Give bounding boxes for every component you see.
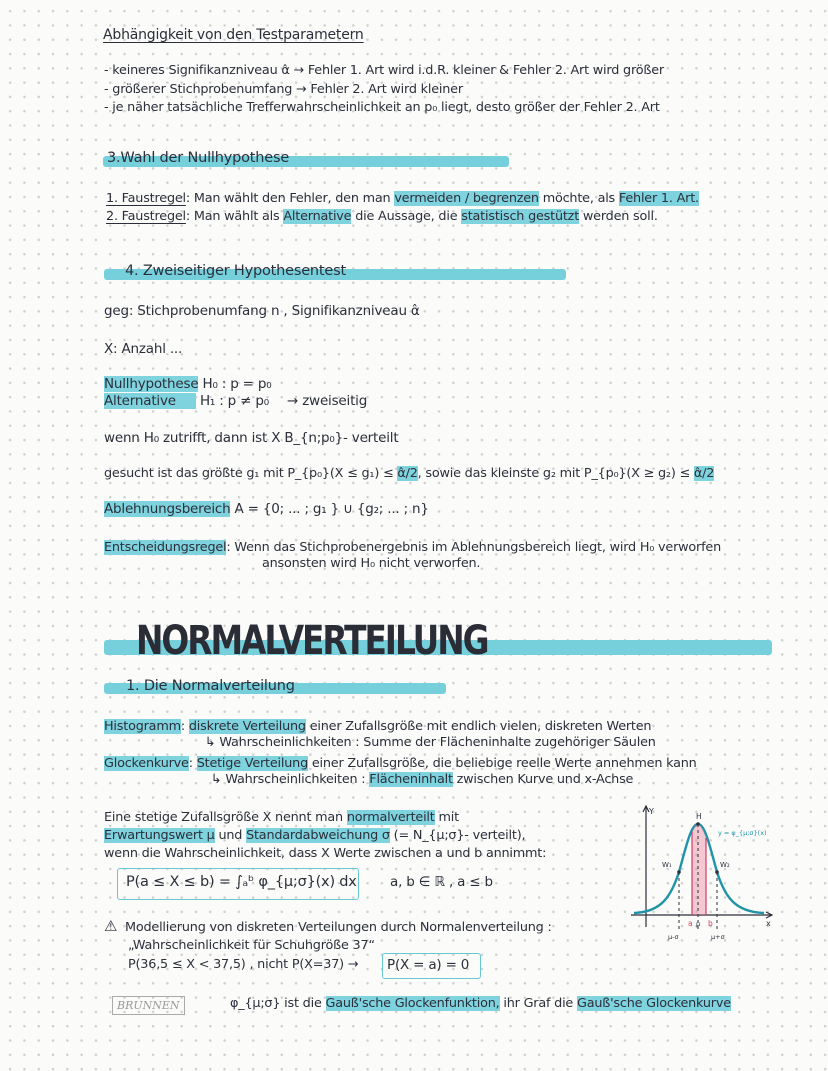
null-hypothesis-row — [104, 376, 271, 392]
probability-area — [692, 824, 706, 915]
curve-label: y = φ_{μ;σ}(x) — [718, 829, 767, 837]
faustregel-1-text-b: möchte, als — [538, 191, 619, 206]
sought-text-b: , sowie das kleinste g₂ mit P_{p₀}(X ≥ g₂) ≤ — [417, 466, 694, 481]
faustregel-2-text-a: : Man wählt als — [185, 209, 284, 224]
footer-keyword-2: Gauß'sche Glockenkurve — [576, 996, 731, 1011]
bell-curve-graph — [626, 802, 776, 952]
rejection-set: A = {0; ... ; g₁ } ∪ {g₂; ... ; n} — [234, 501, 429, 517]
section-heading-dependence: Abhängigkeit von den Testparametern — [103, 27, 364, 43]
bellcurve-line — [104, 756, 697, 771]
definition-2-keyword-2: Standardabweichung σ — [246, 828, 390, 843]
bellcurve-line-2-b: zwischen Kurve und x-Achse — [452, 772, 634, 787]
definition-2-keyword-1: Erwartungswert μ — [104, 828, 215, 843]
bellcurve-line-2-keyword: Flächeninhalt — [369, 772, 453, 787]
normal-subheading: 1. Die Normalverteilung — [126, 678, 295, 694]
inflection-point-1 — [677, 870, 681, 874]
definition-1-text: Eine stetige Zufallsgröße X nennt man — [104, 810, 347, 825]
dependence-line-3: - je näher tatsächliche Trefferwahrscheinlichkeit an p₀ liegt, desto größer der Fehler 2. Art — [104, 100, 660, 115]
bellcurve-keyword: Stetige Verteilung — [196, 756, 308, 771]
bellcurve-line-2 — [211, 772, 633, 787]
alternative-label: Alternative — [104, 393, 196, 409]
histogram-sep: : — [180, 719, 189, 734]
faustregel-2-keyword-2: statistisch gestützt — [461, 209, 580, 224]
faustregel-1-keyword: vermeiden / begrenzen — [394, 191, 539, 206]
y-label: Y — [649, 807, 654, 816]
section3-heading: 3.Wahl der Nullhypothese — [107, 150, 290, 166]
histogram-line-2: ↳ Wahrscheinlichkeiten : Summe der Flächeninhalte zugehöriger Säulen — [205, 735, 656, 750]
two-sided-note: → zweiseitig — [287, 393, 368, 409]
a-label: a — [688, 919, 693, 928]
faustregel-1-keyword-2: Fehler 1. Art. — [618, 191, 699, 206]
faustregel-1 — [106, 191, 699, 206]
warning-text: Modellierung von diskreten Verteilungen durch Normalenverteilung : — [125, 920, 552, 935]
faustregel-1-text-a: : Man wählt den Fehler, den man — [185, 191, 395, 206]
definition-2-tail: (= N_{μ;σ}- verteilt), — [389, 828, 526, 843]
histogram-text: einer Zufallsgröße mit endlich vielen, diskreten Werten — [305, 719, 652, 734]
page-title: NORMALVERTEILUNG — [136, 618, 488, 664]
warning-icon: ⚠ — [104, 917, 118, 935]
max-label: H — [696, 812, 702, 821]
definition-1-tail: mit — [434, 810, 459, 825]
inflection-point-2 — [715, 870, 719, 874]
bellcurve-label: Glockenkurve — [104, 756, 189, 771]
footer-text-b: ihr Graf die — [499, 996, 577, 1011]
dependence-line-1: - keineres Signifikanzniveau α̂ → Fehler 1. Art wird i.d.R. kleiner & Fehler 2. Art wird größer — [104, 63, 664, 78]
faustregel-1-label: 1. Faustregel — [106, 191, 186, 206]
bellcurve-line-2-a: ↳ Wahrscheinlichkeiten : — [211, 772, 370, 787]
faustregel-2-text-b: die Aussage, die — [351, 209, 462, 224]
definition-2-and: und — [214, 828, 247, 843]
warning-formula: P(36,5 ≤ X < 37,5) , nicht P(X=37) → — [128, 957, 359, 972]
faustregel-2-text-c: werden soll. — [579, 209, 658, 224]
decision-label: Entscheidungsregel — [104, 540, 227, 555]
x-label: x — [766, 919, 771, 928]
x-definition: X: Anzahl ... — [104, 341, 183, 357]
distribution-line: wenn H₀ zutrifft, dann ist X B_{n;p₀}- verteilt — [104, 430, 399, 446]
mu-plus-sigma-label: μ+σ — [711, 933, 725, 941]
w1-label: W₁ — [662, 861, 672, 869]
rejection-row — [104, 501, 429, 517]
null-hypothesis-label: Nullhypothese — [104, 376, 199, 392]
max-point — [696, 822, 700, 826]
decision-text-1: : Wenn das Stichprobenergebnis im Ablehnungsbereich liegt, wird H₀ verworfen — [226, 540, 721, 555]
faustregel-2 — [106, 209, 658, 224]
formula: P(a ≤ X ≤ b) = ∫ₐᵇ φ_{μ;σ}(x) dx — [126, 874, 357, 890]
faustregel-2-keyword: Alternative — [283, 209, 352, 224]
b-label: b — [708, 919, 713, 928]
dependence-line-2: - größerer Stichprobenumfang → Fehler 2. Art wird kleiner — [104, 82, 463, 97]
warning-result: P(X = a) = 0 — [387, 957, 470, 973]
alternative-hypothesis: H₁ : p ≠ p₀ — [199, 393, 269, 409]
alternative-row — [104, 393, 367, 409]
sought-line — [104, 466, 714, 481]
section4-heading: 4. Zweiseitiger Hypothesentest — [125, 263, 346, 279]
mu-minus-sigma-label: μ-σ — [668, 933, 679, 941]
bellcurve-text: einer Zufallsgröße, die beliebige reelle Werte annehmen kann — [308, 756, 697, 771]
footer-keyword-1: Gauß'sche Glockenfunktion, — [325, 996, 500, 1011]
footer-phi: φ_{μ;σ} — [230, 996, 281, 1011]
formula-condition: a, b ∈ ℝ , a ≤ b — [390, 874, 493, 890]
definition-1-keyword: normalverteilt — [346, 810, 435, 825]
bellcurve-sep: : — [188, 756, 197, 771]
rejection-label: Ablehnungsbereich — [104, 501, 231, 517]
warning-example: „Wahrscheinlichkeit für Schuhgröße 37“ — [128, 938, 375, 953]
decision-text-2: ansonsten wird H₀ nicht verworfen. — [262, 556, 481, 571]
sought-fraction-2: α̂/2 — [693, 466, 715, 481]
faustregel-2-label: 2. Faustregel — [106, 209, 186, 224]
histogram-line — [104, 719, 651, 734]
definition-line-1 — [104, 810, 459, 825]
histogram-label: Histogramm — [104, 719, 181, 734]
given-line: geg: Stichprobenumfang n , Signifikanzniveau α̂ — [104, 303, 420, 319]
sought-text-a: gesucht ist das größte g₁ mit P_{p₀}(X ≤ g₁) ≤ — [104, 466, 398, 481]
definition-line-2 — [104, 828, 525, 843]
sought-fraction-1: α̂/2 — [397, 466, 418, 481]
mu-label: μ — [696, 920, 701, 928]
definition-line-3: wenn die Wahrscheinlichkeit, dass X Werte zwischen a und b annimmt: — [104, 846, 547, 861]
w2-label: W₂ — [720, 861, 730, 869]
brunnen-logo: BRUNNEN — [112, 996, 185, 1015]
histogram-keyword: diskrete Verteilung — [188, 719, 306, 734]
footer-text-a: ist die — [280, 996, 326, 1011]
null-hypothesis: H₀ : p = p₀ — [202, 376, 272, 392]
decision-row — [104, 540, 721, 555]
footer-line — [230, 996, 731, 1011]
